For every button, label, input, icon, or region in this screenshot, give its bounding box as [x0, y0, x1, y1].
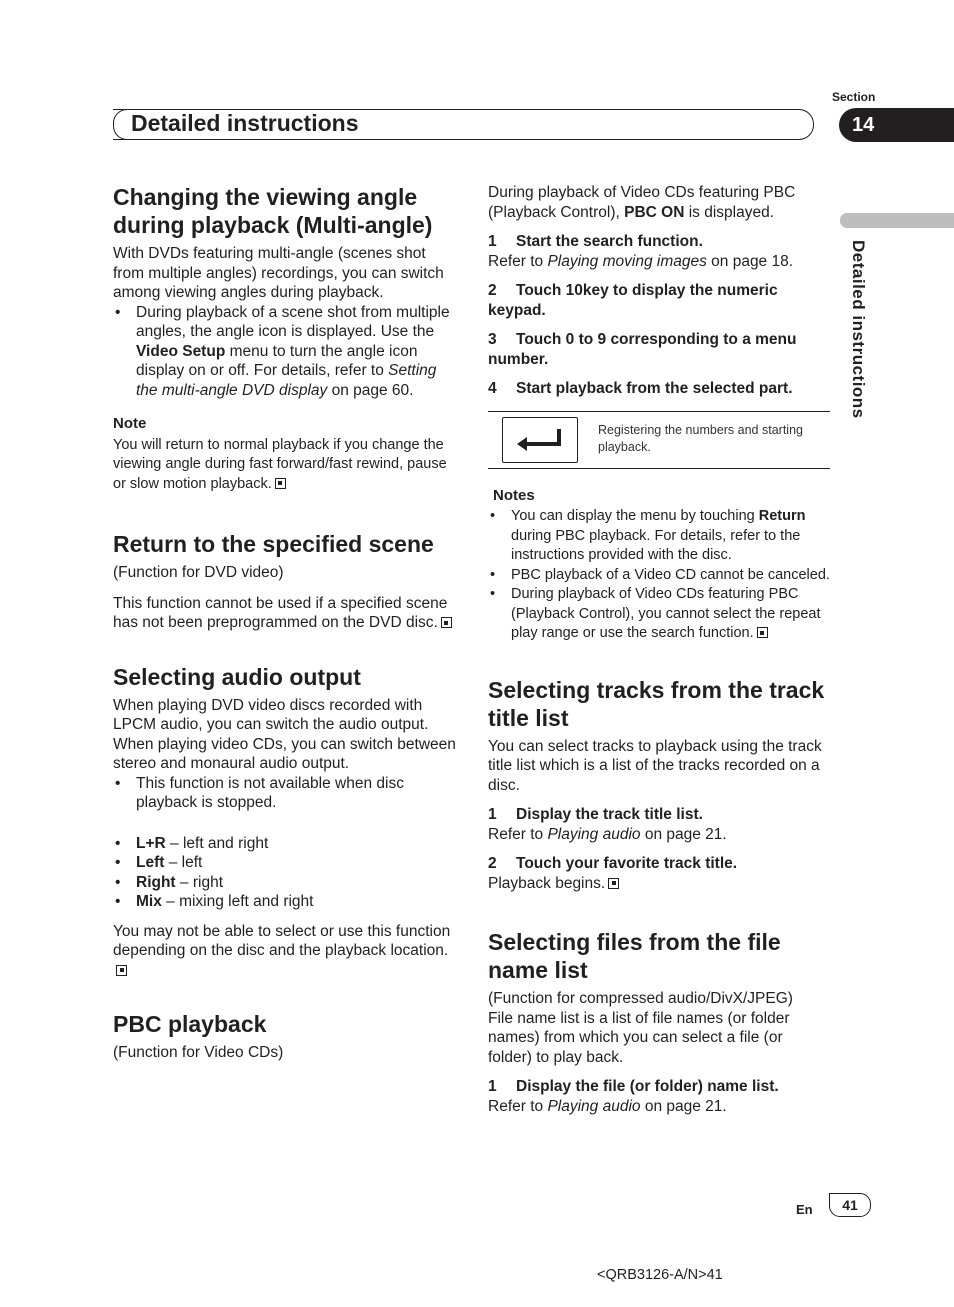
- file-step: 1 Display the file (or folder) name list.: [488, 1078, 779, 1095]
- heading-track-title-list: Selecting tracks from the track title list: [488, 676, 825, 731]
- track-step2-text: Playback begins.: [488, 874, 830, 894]
- enter-return-arrow-icon: [515, 427, 565, 453]
- heading-audio-output: Selecting audio output: [113, 663, 361, 690]
- multi-angle-bullet: • During playback of a scene shot from multiple angles, the angle icon is displayed. Use the Video Setup menu to turn the angle icon display on or off. For details, refer to Setting the multi-angle DVD display on page 60.: [113, 303, 458, 401]
- audio-option: • Right – right: [113, 873, 458, 893]
- side-tab: [840, 213, 954, 228]
- header-title: Detailed instructions: [131, 110, 359, 136]
- pbc-step: 4 Start playback from the selected part.: [488, 380, 793, 397]
- enter-button-frame: [502, 417, 578, 463]
- page-number: 41: [829, 1193, 871, 1217]
- note-item: • PBC playback of a Video CD cannot be canceled.: [488, 566, 830, 586]
- return-scene-text: This function cannot be used if a specified scene has not been preprogrammed on the DVD disc.: [113, 594, 458, 633]
- audio-option: • L+R – left and right: [113, 834, 458, 854]
- audio-output-bullet: • This function is not available when disc playback is stopped.: [113, 774, 458, 813]
- heading-file-name-list: Selecting files from the file name list: [488, 929, 781, 983]
- pbc-function: (Function for Video CDs): [113, 1044, 284, 1061]
- file-list-text: File name list is a list of file names (or folder names) from which you can select a file (or folder) to play back.: [488, 1009, 790, 1066]
- track-step1-ref: Refer to Playing audio on page 21.: [488, 825, 727, 843]
- pbc-step: 1 Start the search function.: [488, 233, 703, 250]
- notes-heading: Notes: [493, 486, 535, 504]
- end-mark-icon: [116, 965, 127, 976]
- audio-output-text: When playing DVD video discs recorded with LPCM audio, you can switch the audio output. When playing video CDs, you can switch between stereo and monaural audio output.: [113, 696, 456, 772]
- icon-description: Registering the numbers and starting playback.: [598, 422, 803, 454]
- end-mark-icon: [608, 878, 619, 889]
- note-heading: Note: [113, 415, 147, 432]
- end-mark-icon: [441, 617, 452, 628]
- note-item: • During playback of Video CDs featuring PBC (Playback Control), you cannot select the repeat play range or use the search function.: [488, 585, 830, 644]
- right-column: [488, 183, 830, 1116]
- heading-multi-angle: Changing the viewing angle during playback (Multi-angle): [113, 184, 433, 238]
- multi-angle-intro: With DVDs featuring multi-angle (scenes shot from multiple angles) recordings, you can switch among viewing angles during playback.: [113, 245, 444, 301]
- heading-pbc-playback: PBC playback: [113, 1011, 267, 1037]
- track-step: 2 Touch your favorite track title.: [488, 855, 738, 872]
- audio-output-footer: You may not be able to select or use this function depending on the disc and the playback location.: [113, 922, 458, 981]
- audio-option: • Mix – mixing left and right: [113, 892, 458, 912]
- return-scene-function: (Function for DVD video): [113, 564, 284, 581]
- left-column: [113, 183, 458, 1063]
- pbc-intro: During playback of Video CDs featuring PBC (Playback Control), PBC ON is displayed.: [488, 184, 796, 221]
- file-step1-ref: Refer to Playing audio on page 21.: [488, 1097, 727, 1115]
- document-code: <QRB3126-A/N>41: [597, 1267, 723, 1283]
- note-item: • You can display the menu by touching Return during PBC playback. For details, refer to the instructions provided with the disc.: [488, 507, 830, 566]
- side-text: Detailed instructions: [849, 240, 868, 419]
- file-list-function: (Function for compressed audio/DivX/JPEG): [488, 990, 793, 1007]
- footer-language: En: [796, 1202, 813, 1217]
- pbc-step: 3 Touch 0 to 9 corresponding to a menu number.: [488, 331, 797, 368]
- heading-return-scene: Return to the specified scene: [113, 531, 434, 557]
- audio-options-list: [113, 834, 458, 912]
- track-list-text: You can select tracks to playback using the track title list which is a list of the tracks recorded on a disc.: [488, 737, 822, 794]
- end-mark-icon: [275, 478, 286, 489]
- track-step: 1 Display the track title list.: [488, 806, 703, 823]
- notes-list: [488, 507, 830, 644]
- section-label: Section: [832, 90, 876, 104]
- section-number: 14: [839, 108, 954, 142]
- pbc-step: 2 Touch 10key to display the numeric keypad.: [488, 282, 778, 319]
- end-mark-icon: [757, 627, 768, 638]
- icon-table: [488, 411, 830, 469]
- audio-option: • Left – left: [113, 853, 458, 873]
- pbc-step1-ref: Refer to Playing moving images on page 18.: [488, 252, 794, 270]
- note-text: You will return to normal playback if you change the viewing angle during fast forward/fast rewind, pause or slow motion playback.: [113, 436, 447, 492]
